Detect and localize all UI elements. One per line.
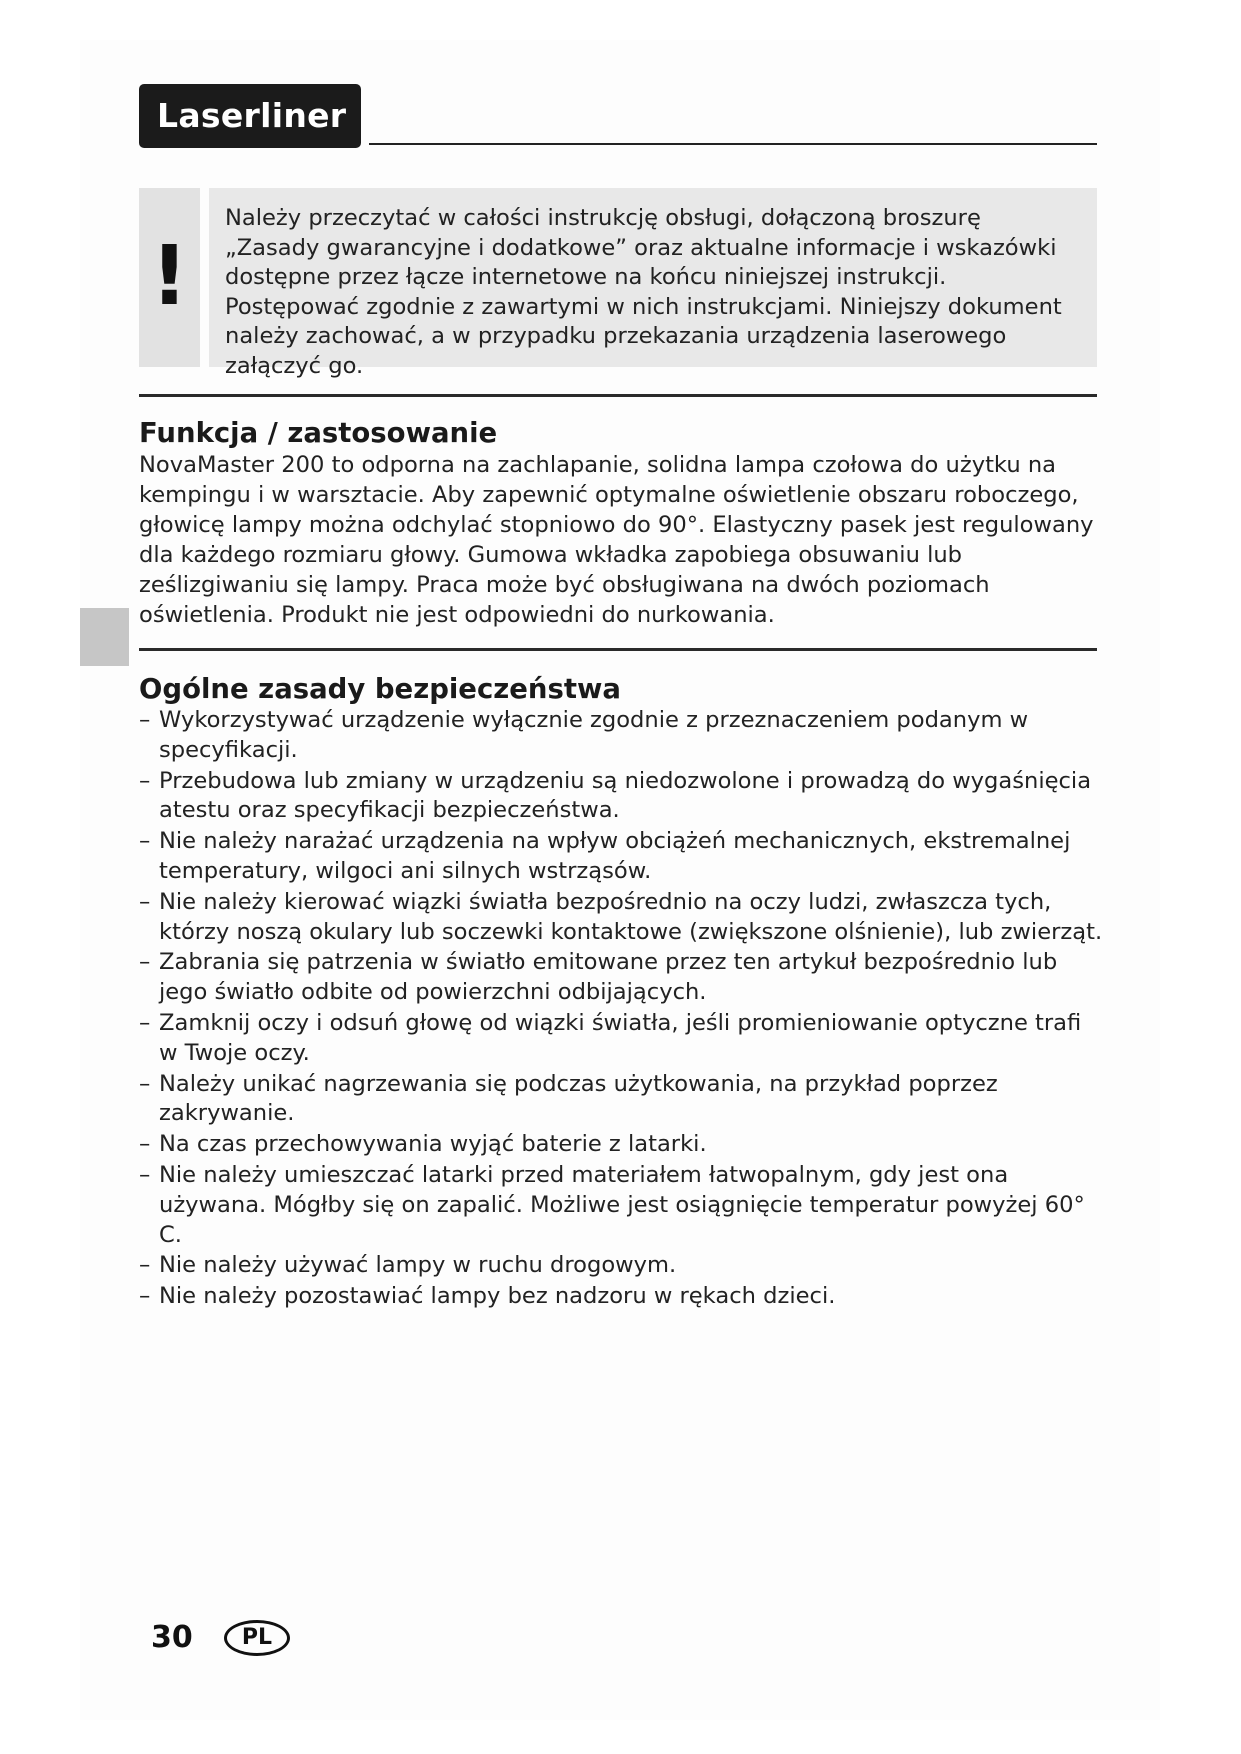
notice-marker [139,188,200,367]
list-item: – Zabrania się patrzenia w światło emitowane przez ten artykuł bezpośrednio lub jego światło odbite od powierzchni odbijających. [139,949,1058,1006]
list-item: – Nie należy pozostawiać lampy bez nadzoru w rękach dzieci. [139,1282,1104,1312]
notice-box [209,188,1097,379]
dash-bullet: – [139,1009,151,1036]
dash-bullet: – [139,707,151,733]
dash-bullet: – [139,888,151,915]
list-item: – Nie należy umieszczać latarki przed materiałem łatwopalnym, gdy jest ona używana. Mógłby się on zapalić. Możliwe jest osiągnięcie temperatur powyżej 60° C. [139,1161,1085,1248]
safety-section [139,672,1104,1313]
section-divider [139,394,1097,397]
safety-heading: Ogólne zasady bezpieczeństwa [139,673,621,705]
dash-bullet: – [139,1070,151,1097]
dash-bullet: – [139,949,151,976]
list-item: – Zamknij oczy i odsuń głowę od wiązki światła, jeśli promieniowanie optyczne trafi w Twoje oczy. [139,1009,1082,1066]
list-item: – Nie należy narażać urządzenia na wpływ obciążeń mechanicznych, ekstremalnej temperatury, wilgoci ani silnych wstrząsów. [139,828,1071,884]
header-rule [369,143,1097,145]
dash-bullet: – [139,1283,151,1310]
laserliner-logo: Laserliner [139,84,361,148]
notice-text: Należy przeczytać w całości instrukcję obsługi, dołączoną broszurę „Zasady gwarancyjne i dodatkowe” oraz aktualne informacje i wskazówki dostępne przez łącze internetowe na końcu niniejszej instrukcji. Postępować zgodnie z zawartymi w nich instrukcjami. Niniejszy dokument należy zachować, a w przypadku przekazania urządzenia laserowego załączyć go. [225,205,1062,379]
list-item: – Przebudowa lub zmiany w urządzeniu są niedozwolone i prowadzą do wygaśnięcia atestu oraz specyfikacji bezpieczeństwa. [139,767,1092,824]
chapter-side-tab [80,608,129,666]
dash-bullet: – [139,1131,151,1158]
list-item: – Wykorzystywać urządzenie wyłącznie zgodnie z przeznaczeniem podanym w specyfikacji. [139,707,1029,763]
exclamation-icon: ! [150,229,189,324]
section-divider [139,648,1097,651]
function-section [139,416,1104,630]
safety-list [139,706,1104,1312]
dash-bullet: – [139,828,151,855]
dash-bullet: – [139,1161,151,1188]
list-item: – Nie należy kierować wiązki światła bezpośrednio na oczy ludzi, zwłaszcza tych, którzy noszą okulary lub soczewki kontaktowe (zwiększone olśnienie), lub zwierząt. [139,888,1103,945]
function-body: NovaMaster 200 to odporna na zachlapanie, solidna lampa czołowa do użytku na kempingu i w warsztacie. Aby zapewnić optymalne oświetlenie obszaru roboczego, głowicę lampy można odchylać stopniowo do 90°. Elastyczny pasek jest regulowany dla każdego rozmiaru głowy. Gumowa wkładka zapobiega obsuwaniu lub ześlizgiwaniu się lampy. Praca może być obsługiwana na dwóch poziomach oświetlenia. Produkt nie jest odpowiedni do nurkowania. [139,452,1094,628]
dash-bullet: – [139,767,151,794]
language-badge: PL [224,1620,290,1656]
page-number: 30 [151,1620,193,1655]
list-item: – Nie należy używać lampy w ruchu drogowym. [139,1251,1104,1281]
dash-bullet: – [139,1252,151,1279]
function-heading: Funkcja / zastosowanie [139,417,498,449]
list-item: – Należy unikać nagrzewania się podczas użytkowania, na przykład poprzez zakrywanie. [139,1070,998,1127]
list-item: – Na czas przechowywania wyjąć baterie z latarki. [139,1130,1104,1160]
